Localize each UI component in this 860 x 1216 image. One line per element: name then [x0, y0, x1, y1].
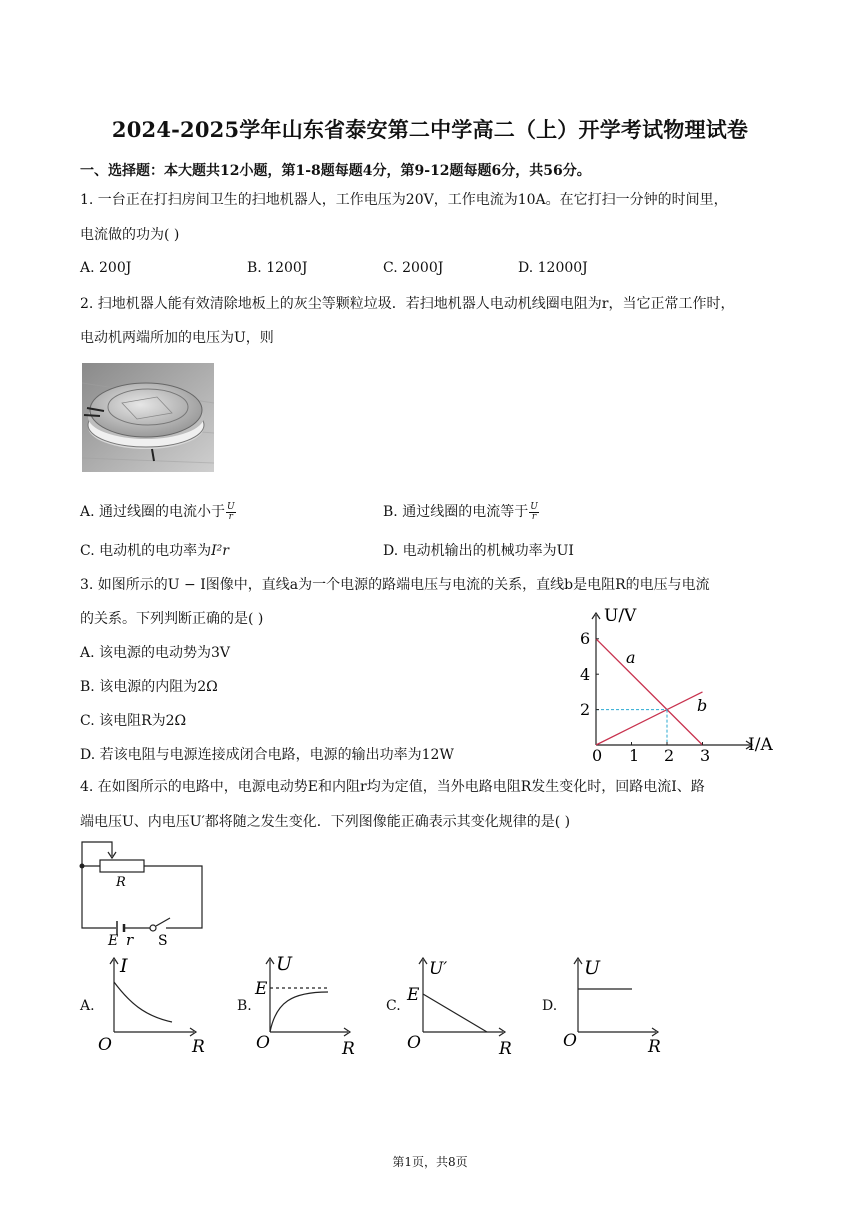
- graph-a-origin: O: [98, 1035, 112, 1055]
- q4-option-d[interactable]: D.: [542, 998, 558, 1014]
- ui-graph: [560, 605, 790, 765]
- graph-d-y-label: U: [584, 957, 601, 979]
- q1-stem-line2: 电流做的功为( ): [80, 227, 180, 243]
- graph-b-e-mark: E: [255, 979, 268, 999]
- graph-a-x-label: R: [192, 1037, 205, 1056]
- q3-stem-line1: 3. 如图所示的U − I图像中，直线a为一个电源的路端电压与电流的关系，直线b是电阻R的电压与电流: [80, 577, 710, 593]
- q2-option-d[interactable]: D. 电动机输出的机械功率为UI: [383, 543, 574, 559]
- q4-graph-c: [403, 952, 523, 1056]
- series-line-b: [596, 692, 703, 745]
- series-line-a: [596, 639, 703, 745]
- graph-c-x-label: R: [499, 1039, 512, 1056]
- junction-dot: [80, 864, 85, 869]
- x-tick-2: 2: [664, 746, 675, 765]
- x-tick-1: 1: [629, 746, 640, 765]
- page-title: 2024-2025学年山东省泰安第二中学高二（上）开学考试物理试卷: [111, 117, 749, 142]
- q2-option-c[interactable]: C. 电动机的电功率为I²r: [80, 543, 229, 559]
- q2-option-b[interactable]: B. 通过线圈的电流等于 $\frac{U}{r}$: [383, 501, 538, 522]
- line-b-label: b: [697, 696, 708, 715]
- q4-option-a[interactable]: A.: [80, 998, 95, 1014]
- robot-vacuum-image: [82, 363, 214, 472]
- fraction-u-over-r: $\frac{U}{r}$: [227, 501, 235, 522]
- page-footer: 第1页，共8页: [392, 1155, 468, 1169]
- q4-graph-d: [560, 952, 670, 1056]
- section-heading: 一、选择题：本大题共12小题，第1-8题每题4分，第9-12题每题6分，共56分。: [80, 163, 591, 179]
- q2-stem-line2: 电动机两端所加的电压为U，则: [80, 330, 274, 346]
- q1-option-b[interactable]: B. 1200J: [247, 260, 308, 276]
- graph-a-curve: [114, 982, 172, 1022]
- resistor-r: [100, 860, 144, 872]
- q3-option-c[interactable]: C. 该电阻R为2Ω: [80, 713, 187, 729]
- emf-label: E: [108, 933, 119, 949]
- q3-option-d[interactable]: D. 若该电阻与电源连接成闭合电路，电源的输出功率为12W: [80, 747, 454, 763]
- graph-b-x-label: R: [342, 1039, 355, 1056]
- q3-option-b[interactable]: B. 该电源的内阻为2Ω: [80, 679, 218, 695]
- y-tick-4: 4: [580, 665, 591, 684]
- switch-label: S: [158, 933, 168, 949]
- graph-b-y-label: U: [276, 953, 293, 975]
- q3-stem-line2: 的关系。下列判断正确的是( ): [80, 611, 264, 627]
- q1-stem-line1: 1. 一台正在打扫房间卫生的扫地机器人，工作电压为20V，工作电流为10A。在它打扫一分钟的时间里，: [80, 192, 728, 208]
- q1-option-a[interactable]: A. 200J: [80, 260, 132, 276]
- x-tick-3: 3: [700, 746, 711, 765]
- circuit-wire-right: [144, 866, 202, 928]
- graph-c-y-label: U′: [429, 959, 448, 979]
- y-tick-2: 2: [580, 700, 591, 719]
- q4-option-c[interactable]: C.: [386, 998, 401, 1014]
- y-tick-6: 6: [580, 629, 591, 648]
- circuit-wire-left: [82, 866, 116, 928]
- resistor-label: R: [116, 875, 126, 890]
- rheostat-slider-wire: [82, 842, 112, 866]
- q4-option-b[interactable]: B.: [237, 998, 252, 1014]
- origin-label: 0: [592, 746, 603, 765]
- graph-d-origin: O: [563, 1031, 577, 1051]
- q4-graph-a: [94, 952, 214, 1056]
- q2-option-a[interactable]: A. 通过线圈的电流小于 $\frac{U}{r}$: [80, 501, 235, 522]
- q2-stem-line1: 2. 扫地机器人能有效清除地板上的灰尘等颗粒垃圾．若扫地机器人电动机线圈电阻为r，当它正常工作时，: [80, 296, 735, 312]
- graph-a-y-label: I: [120, 955, 128, 977]
- graph-b-curve: [270, 992, 328, 1032]
- x-axis-label: I/A: [748, 735, 773, 755]
- internal-resistance-label: r: [126, 931, 134, 949]
- switch-contact: [150, 925, 156, 931]
- q4-stem-line1: 4. 在如图所示的电路中，电源电动势E和内阻r均为定值，当外电路电阻R发生变化时，回路电流I、路: [80, 779, 705, 795]
- q3-option-a[interactable]: A. 该电源的电动势为3V: [80, 645, 231, 661]
- graph-c-origin: O: [407, 1033, 421, 1053]
- y-axis-label: U/V: [604, 606, 637, 626]
- circuit-diagram: [76, 838, 210, 950]
- q4-graph-b: [252, 952, 362, 1056]
- graph-c-line: [423, 994, 487, 1032]
- fraction-u-over-r: $\frac{U}{r}$: [530, 501, 538, 522]
- graph-axes: [592, 613, 752, 749]
- graph-c-e-mark: E: [407, 985, 420, 1005]
- graph-d-x-label: R: [648, 1037, 661, 1056]
- q1-option-c[interactable]: C. 2000J: [383, 260, 444, 276]
- q4-stem-line2: 端电压U、内电压U′都将随之发生变化．下列图像能正确表示其变化规律的是( ): [80, 814, 571, 830]
- line-a-label: a: [626, 648, 636, 667]
- q1-option-d[interactable]: D. 12000J: [518, 260, 588, 276]
- switch-lever: [156, 918, 170, 926]
- graph-b-origin: O: [256, 1033, 270, 1053]
